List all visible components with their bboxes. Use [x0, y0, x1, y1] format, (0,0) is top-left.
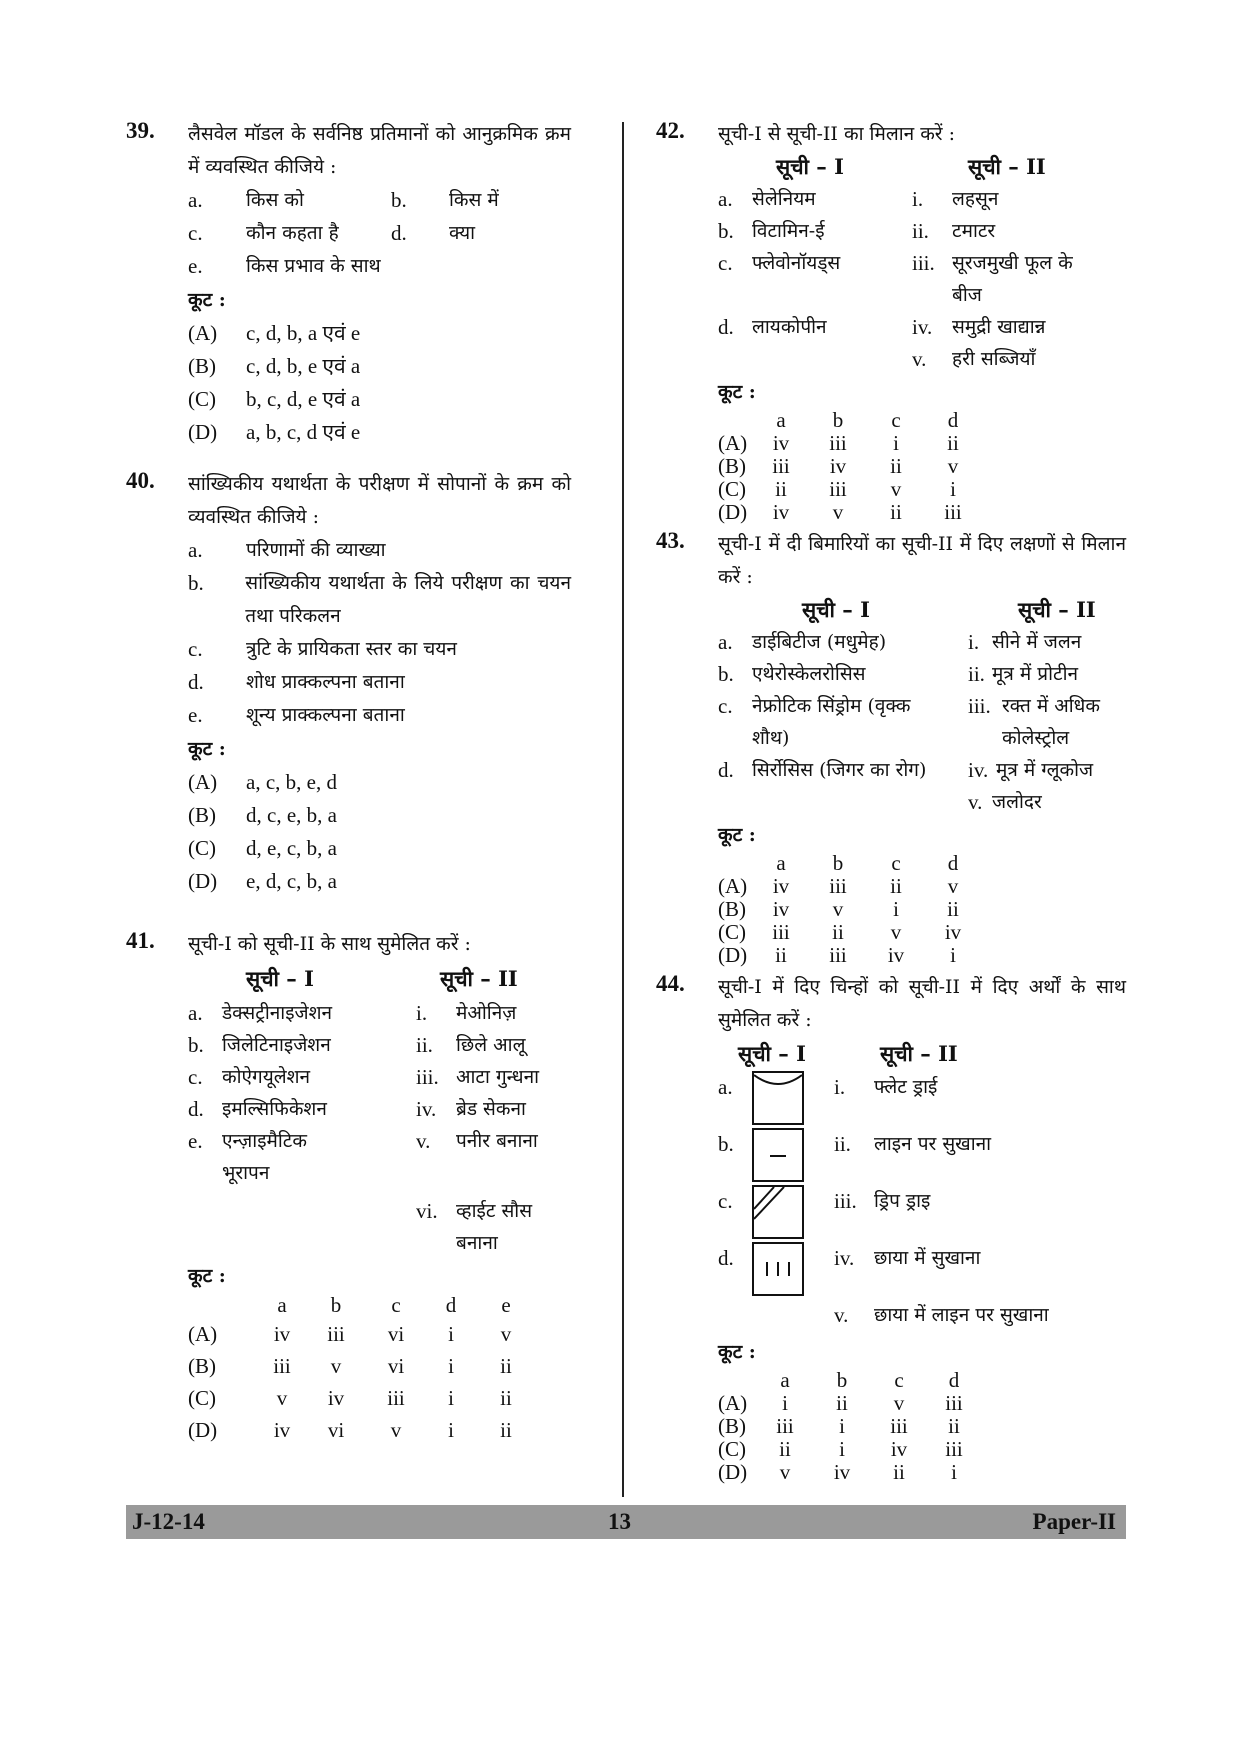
item-row: c. त्रुटि के प्रायिकता स्तर का चयन — [188, 637, 457, 661]
match-row: b. एथेरोस्केलरोसिस ii. मूत्र में प्रोटीन — [718, 662, 1079, 686]
code-option-c[interactable]: (C) v iv iii i ii — [188, 1385, 512, 1410]
option-b[interactable]: (B) c, d, b, e एवं a — [188, 354, 361, 378]
drip-dry-symbol-icon — [752, 1185, 804, 1239]
question-40 — [126, 468, 571, 928]
code-option-c[interactable]: (C) iii ii v iv — [718, 920, 962, 944]
code-header-row: a b c d — [780, 1368, 960, 1392]
option-a[interactable]: (A) c, d, b, a एवं e — [188, 321, 361, 345]
list-headers: सूची – I सूची – II — [802, 597, 1096, 622]
code-table — [718, 852, 984, 967]
question-41 — [126, 928, 571, 1446]
symbol-row: b. ii. लाइन पर सुखाना — [718, 1128, 1126, 1185]
question-43 — [656, 528, 1126, 967]
match-row: a. सेलेनियम i. लहसून — [718, 187, 999, 211]
match-row: e. एन्ज़ाइमैटिक भूरापन v. पनीर बनाना — [188, 1129, 538, 1184]
code-option-b[interactable]: (B) iv v i ii — [718, 897, 959, 921]
code-option-a[interactable]: (A) iv iii i ii — [718, 431, 959, 455]
option-b[interactable]: (B) d, c, e, b, a — [188, 803, 337, 827]
question-text: सूची-I से सूची-II का मिलान करें : — [718, 123, 956, 145]
shade-dry-symbol-icon — [752, 1242, 804, 1296]
question-text: सूची-I को सूची-II के साथ सुमेलित करें : — [188, 933, 471, 955]
question-number: 43. — [656, 528, 685, 553]
item-row: b. सांख्यिकीय यथार्थता के लिये परीक्षण का चयन तथा परिकलन — [188, 571, 571, 627]
question-44 — [656, 971, 1126, 1484]
code-label: कूट : — [718, 1341, 756, 1363]
item-row: c. कौन कहता है d. क्या — [188, 221, 476, 245]
match-row: d. सिर्रोसिस (जिगर का रोग) iv. मूत्र में ग्लूकोज — [718, 758, 1094, 782]
match-row: c. फ्लेवोनॉयड्स iii. सूरजमुखी फूल के बीज — [718, 251, 1073, 306]
code-option-d[interactable]: (D) iv vi v i ii — [188, 1417, 512, 1442]
match-row: a. डाईबिटीज (मधुमेह) i. सीने में जलन — [718, 630, 1082, 654]
code-option-a[interactable]: (A) i ii v iii — [718, 1391, 963, 1415]
question-number: 40. — [126, 468, 155, 493]
line-dry-symbol-icon — [752, 1128, 804, 1182]
symbol-row: d. iv. छाया में सुखाना — [718, 1242, 1126, 1299]
paper-label: Paper-II — [1032, 1509, 1116, 1534]
code-option-d[interactable]: (D) iv v ii iii — [718, 500, 962, 524]
symbol-row: c. iii. ड्रिप ड्राइ — [718, 1185, 1126, 1242]
option-d[interactable]: (D) e, d, c, b, a — [188, 869, 337, 893]
code-label: कूट : — [188, 289, 226, 311]
symbol-row: a. i. फ्लेट ड्राई — [718, 1071, 1126, 1128]
match-row: b. विटामिन-ई ii. टमाटर — [718, 219, 996, 243]
code-header-row: a b c d — [776, 851, 959, 875]
list-headers: सूची – I सूची – II — [738, 1041, 958, 1066]
code-table — [718, 1369, 980, 1484]
question-number: 42. — [656, 118, 685, 143]
match-row: d. इमल्सिफिकेशन iv. ब्रेड सेकना — [188, 1097, 526, 1121]
list-headers: सूची – I सूची – II — [776, 154, 1046, 179]
match-row: c. नेफ्रोटिक सिंड्रोम (वृक्क शौथ) iii. रक्त में अधिक कोलेस्ट्रोल — [718, 694, 1100, 749]
code-option-c[interactable]: (C) ii iii v i — [718, 477, 956, 501]
match-row: vi. व्हाईट सौस बनाना — [416, 1199, 533, 1254]
match-row: v. छाया में लाइन पर सुखाना — [834, 1303, 1049, 1327]
code-option-b[interactable]: (B) iii v vi i ii — [188, 1353, 512, 1378]
code-table — [718, 409, 984, 524]
question-42 — [656, 118, 1126, 524]
item-row: a. किस को b. किस में — [188, 188, 499, 212]
page-footer — [126, 1505, 1126, 1539]
code-label: कूट : — [188, 738, 226, 760]
question-text: सांख्यिकीय यथार्थता के परीक्षण में सोपानों के क्रम को व्यवस्थित कीजिये : — [188, 473, 571, 528]
question-39 — [126, 118, 571, 468]
match-row: v. हरी सब्जियाँ — [912, 347, 1036, 371]
question-number: 41. — [126, 928, 155, 953]
item-row: e. किस प्रभाव के साथ — [188, 254, 381, 278]
code-label: कूट : — [188, 1265, 226, 1287]
question-number: 44. — [656, 971, 685, 996]
question-text: सूची-I में दी बिमारियों का सूची-II में दिए लक्षणों से मिलान करें : — [718, 533, 1126, 588]
option-c[interactable]: (C) d, e, c, b, a — [188, 836, 337, 860]
match-row: c. कोऐगयूलेशन iii. आटा गुन्धना — [188, 1065, 540, 1089]
item-row: d. शोध प्राक्कल्पना बताना — [188, 670, 405, 694]
code-option-d[interactable]: (D) ii iii iv i — [718, 943, 956, 967]
item-row: e. शून्य प्राक्कल्पना बताना — [188, 703, 405, 727]
item-row: a. परिणामों की व्याख्या — [188, 538, 386, 562]
question-number: 39. — [126, 118, 155, 143]
code-table — [188, 1293, 536, 1446]
option-a[interactable]: (A) a, c, b, e, d — [188, 770, 337, 794]
right-column — [656, 118, 1126, 1484]
code-header-row: a b c d e — [277, 1293, 511, 1317]
match-row: v. जलोदर — [968, 790, 1042, 814]
question-text: सूची-I में दिए चिन्हों को सूची-II में दिए अर्थों के साथ सुमेलित करें : — [718, 976, 1126, 1031]
left-column — [126, 118, 571, 1446]
match-row: d. लायकोपीन iv. समुद्री खाद्यान्न — [718, 315, 1046, 339]
paper-code: J-12-14 — [132, 1509, 205, 1534]
option-d[interactable]: (D) a, b, c, d एवं e — [188, 420, 361, 444]
code-option-b[interactable]: (B) iii i iii ii — [718, 1414, 960, 1438]
flat-dry-symbol-icon — [752, 1071, 804, 1125]
code-option-c[interactable]: (C) ii i iv iii — [718, 1437, 963, 1461]
code-label: कूट : — [718, 381, 756, 403]
page-number: 13 — [608, 1509, 631, 1534]
option-c[interactable]: (C) b, c, d, e एवं a — [188, 387, 361, 411]
match-row: b. जिलेटिनाइजेशन ii. छिले आलू — [188, 1033, 526, 1057]
code-option-a[interactable]: (A) iv iii ii v — [718, 874, 959, 898]
code-option-d[interactable]: (D) v iv ii i — [718, 1460, 957, 1484]
match-row: a. डेक्सट्रीनाइजेशन i. मेओनिज़ — [188, 1001, 517, 1025]
list-headers: सूची – I सूची – II — [246, 966, 518, 991]
code-header-row: a b c d — [776, 408, 959, 432]
question-text: लैसवेल मॉडल के सर्वनिष्ठ प्रतिमानों को आनुक्रमिक क्रम में व्यवस्थित कीजिये : — [188, 123, 571, 178]
code-option-b[interactable]: (B) iii iv ii v — [718, 454, 959, 478]
column-divider — [622, 122, 624, 1497]
code-label: कूट : — [718, 824, 756, 846]
code-option-a[interactable]: (A) iv iii vi i v — [188, 1321, 512, 1346]
